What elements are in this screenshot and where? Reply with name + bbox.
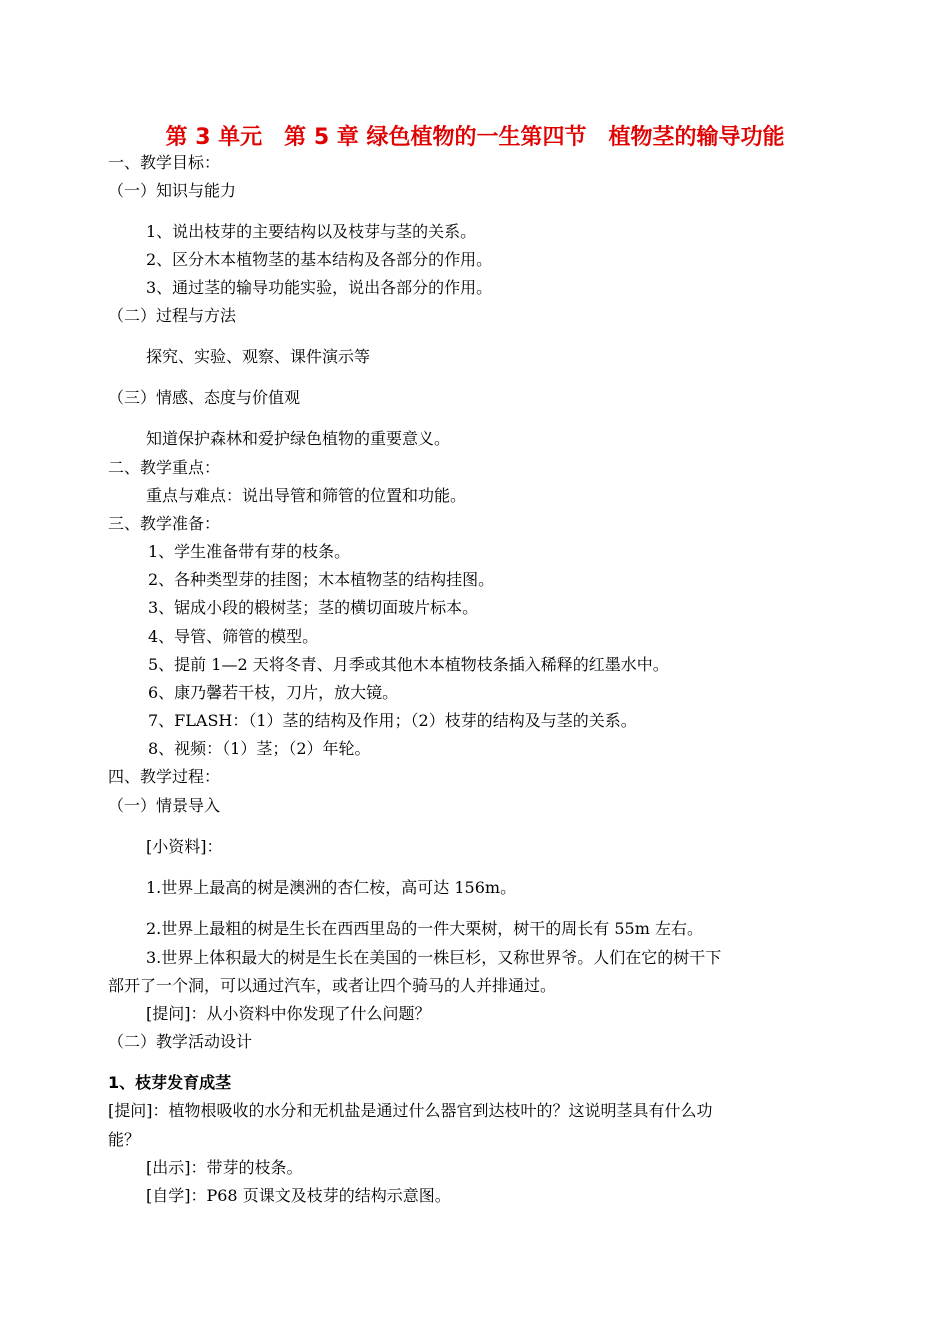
paragraph: 1.世界上最高的树是澳洲的杏仁桉，高可达 156m。 [146,878,517,897]
preparation-item: 7、FLASH：（1）茎的结构及作用；（2）枝芽的结构及与茎的关系。 [148,711,637,730]
subsection-heading: （一）情景导入 [108,796,221,815]
paragraph: 知道保护森林和爱护绿色植物的重要意义。 [146,429,451,448]
preparation-item: 2、各种类型芽的挂图；木本植物茎的结构挂图。 [148,570,495,589]
paragraph: 重点与难点：说出导管和筛管的位置和功能。 [146,486,467,505]
paragraph: [提问]：从小资料中你发现了什么问题？ [146,1004,431,1023]
section-heading-preparation: 三、教学准备： [108,514,221,533]
activity-heading: 1、枝芽发育成茎 [108,1073,232,1092]
subsection-heading: （二）教学活动设计 [108,1032,253,1051]
paragraph-continuation: 部开了一个洞，可以通过汽车，或者让四个骑马的人并排通过。 [108,976,557,995]
section-heading-key-points: 二、教学重点： [108,458,221,477]
section-heading-objectives: 一、教学目标： [108,153,221,172]
paragraph: [出示]：带芽的枝条。 [146,1158,303,1177]
subsection-heading: （一）知识与能力 [108,181,237,200]
objective-item: 2、区分木本植物茎的基本结构及各部分的作用。 [146,250,493,269]
subsection-heading: （二）过程与方法 [108,306,237,325]
paragraph: 探究、实验、观察、课件演示等 [146,347,371,366]
preparation-item: 6、康乃馨若干枝，刀片，放大镜。 [148,683,399,702]
preparation-item: 5、提前 1—2 天将冬青、月季或其他木本植物枝条插入稀释的红墨水中。 [148,655,669,674]
paragraph: 2.世界上最粗的树是生长在西西里岛的一件大栗树，树干的周长有 55m 左右。 [146,919,703,938]
paragraph: [小资料]： [146,837,223,856]
subsection-heading: （三）情感、态度与价值观 [108,388,301,407]
objective-item: 1、说出枝芽的主要结构以及枝芽与茎的关系。 [146,222,477,241]
section-heading-process: 四、教学过程： [108,767,221,786]
preparation-item: 8、视频：（1）茎；（2）年轮。 [148,739,371,758]
preparation-item: 3、锯成小段的椴树茎；茎的横切面玻片标本。 [148,598,479,617]
paragraph: [提问]：植物根吸收的水分和无机盐是通过什么器官到达枝叶的？这说明茎具有什么功 [108,1101,713,1120]
paragraph: 3.世界上体积最大的树是生长在美国的一株巨杉，又称世界爷。人们在它的树干下 [146,948,722,967]
document-title: 第 3 单元 第 5 章 绿色植物的一生第四节 植物茎的输导功能 [165,125,785,150]
preparation-item: 1、学生准备带有芽的枝条。 [148,542,351,561]
preparation-item: 4、导管、筛管的模型。 [148,627,319,646]
paragraph: [自学]：P68 页课文及枝芽的结构示意图。 [146,1186,451,1205]
paragraph-continuation: 能？ [108,1130,141,1149]
objective-item: 3、通过茎的输导功能实验，说出各部分的作用。 [146,278,493,297]
